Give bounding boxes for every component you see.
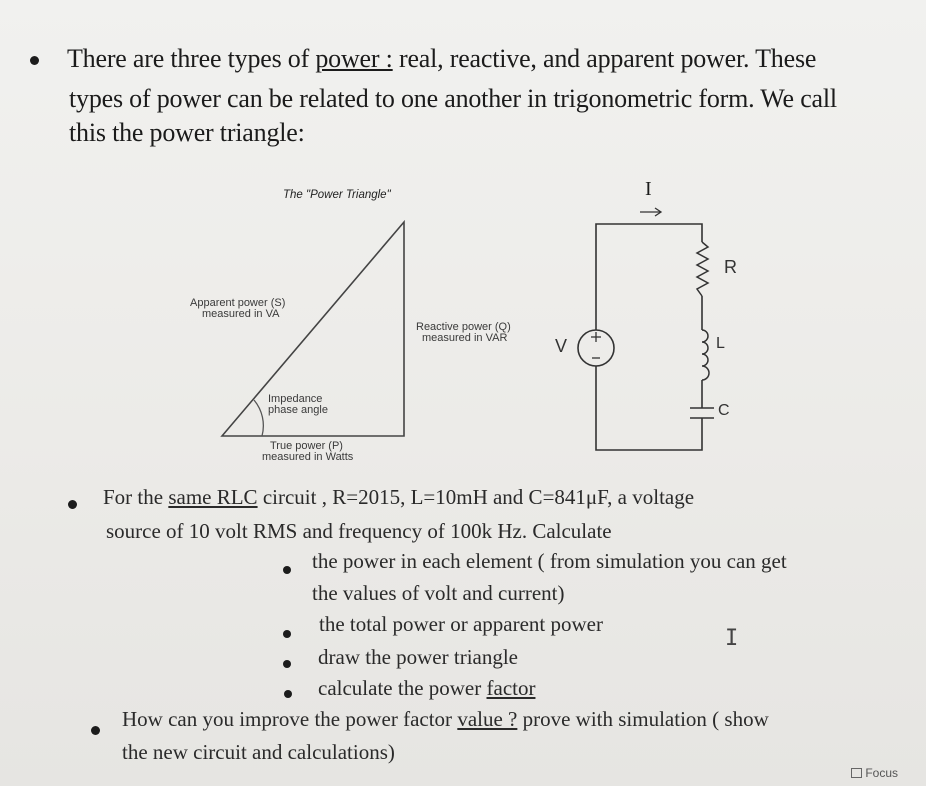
reactive-power-label — [416, 322, 511, 344]
bullet-sub-2 — [283, 630, 291, 638]
inductor-symbol — [702, 330, 709, 380]
voltage-source-symbol — [578, 330, 614, 366]
intro-line-2: types of power can be related to one another in trigonometric form. We call — [69, 84, 837, 113]
subtask-4 — [318, 676, 535, 701]
improve-text: prove with simulation ( show — [517, 707, 769, 731]
subtask-2: the total power or apparent power — [319, 612, 603, 636]
improve-text: How can you improve the power factor — [122, 707, 458, 731]
bullet-intro — [30, 56, 39, 65]
circuit-wire — [596, 366, 702, 450]
same-rlc-link[interactable]: same RLC — [168, 485, 258, 509]
focus-button[interactable] — [851, 766, 898, 780]
focus-label: Focus — [865, 766, 898, 780]
resistor-symbol — [697, 242, 708, 296]
bullet-task — [68, 500, 77, 509]
subtask-3: draw the power triangle — [318, 645, 519, 669]
reactive-power-unit: measured in VAR — [422, 332, 508, 344]
bullet-sub-1 — [283, 566, 291, 574]
current-label: I — [645, 178, 652, 200]
apparent-power-unit: measured in VA — [202, 308, 280, 320]
subtask-4-text: calculate the power — [318, 676, 487, 700]
true-power-unit: measured in Watts — [262, 451, 354, 463]
task-line-2: source of 10 volt RMS and frequency of 100k Hz. Calculate — [106, 519, 612, 543]
bullet-improve — [91, 726, 100, 735]
text-cursor-icon: I — [725, 626, 739, 651]
true-power-label — [262, 441, 353, 463]
task-line-1 — [103, 485, 694, 510]
phase-angle-text: phase angle — [268, 404, 328, 416]
task-text: For the — [103, 485, 169, 509]
resistor-label: R — [724, 257, 737, 277]
inductor-label: L — [716, 335, 725, 352]
power-link[interactable]: power : — [315, 44, 393, 73]
circuit-wire — [596, 224, 702, 330]
source-label: V — [555, 336, 568, 356]
bullet-sub-3 — [283, 660, 291, 668]
apparent-power-text: Apparent power (S) — [190, 297, 286, 309]
improve-line-1 — [122, 707, 769, 732]
subtask-1-line-1: the power in each element ( from simulation you can get — [312, 549, 787, 573]
intro-line-3: this the power triangle: — [69, 118, 305, 147]
task-text: circuit , R=2015, L=10mH and C=841μF, a voltage — [257, 485, 695, 509]
apparent-power-label — [190, 298, 285, 320]
factor-link[interactable]: factor — [486, 676, 536, 700]
capacitor-label: C — [718, 402, 730, 419]
phase-angle-arc — [254, 400, 263, 436]
intro-line-1 — [67, 44, 816, 74]
intro-text: There are three types of — [67, 44, 316, 73]
impedance-text: Impedance — [268, 393, 323, 405]
true-power-text: True power (P) — [270, 440, 343, 452]
subtask-1-line-2: the values of volt and current) — [312, 581, 565, 605]
triangle-title: The "Power Triangle" — [283, 189, 391, 201]
bullet-sub-4 — [284, 690, 292, 698]
reactive-power-text: Reactive power (Q) — [416, 321, 511, 333]
improve-line-2: the new circuit and calculations) — [122, 740, 395, 764]
current-arrowhead — [655, 208, 661, 216]
intro-text: real, reactive, and apparent power. These — [392, 44, 817, 73]
impedance-angle-label — [268, 394, 328, 416]
focus-icon — [851, 768, 862, 778]
value-link[interactable]: value ? — [457, 707, 518, 731]
